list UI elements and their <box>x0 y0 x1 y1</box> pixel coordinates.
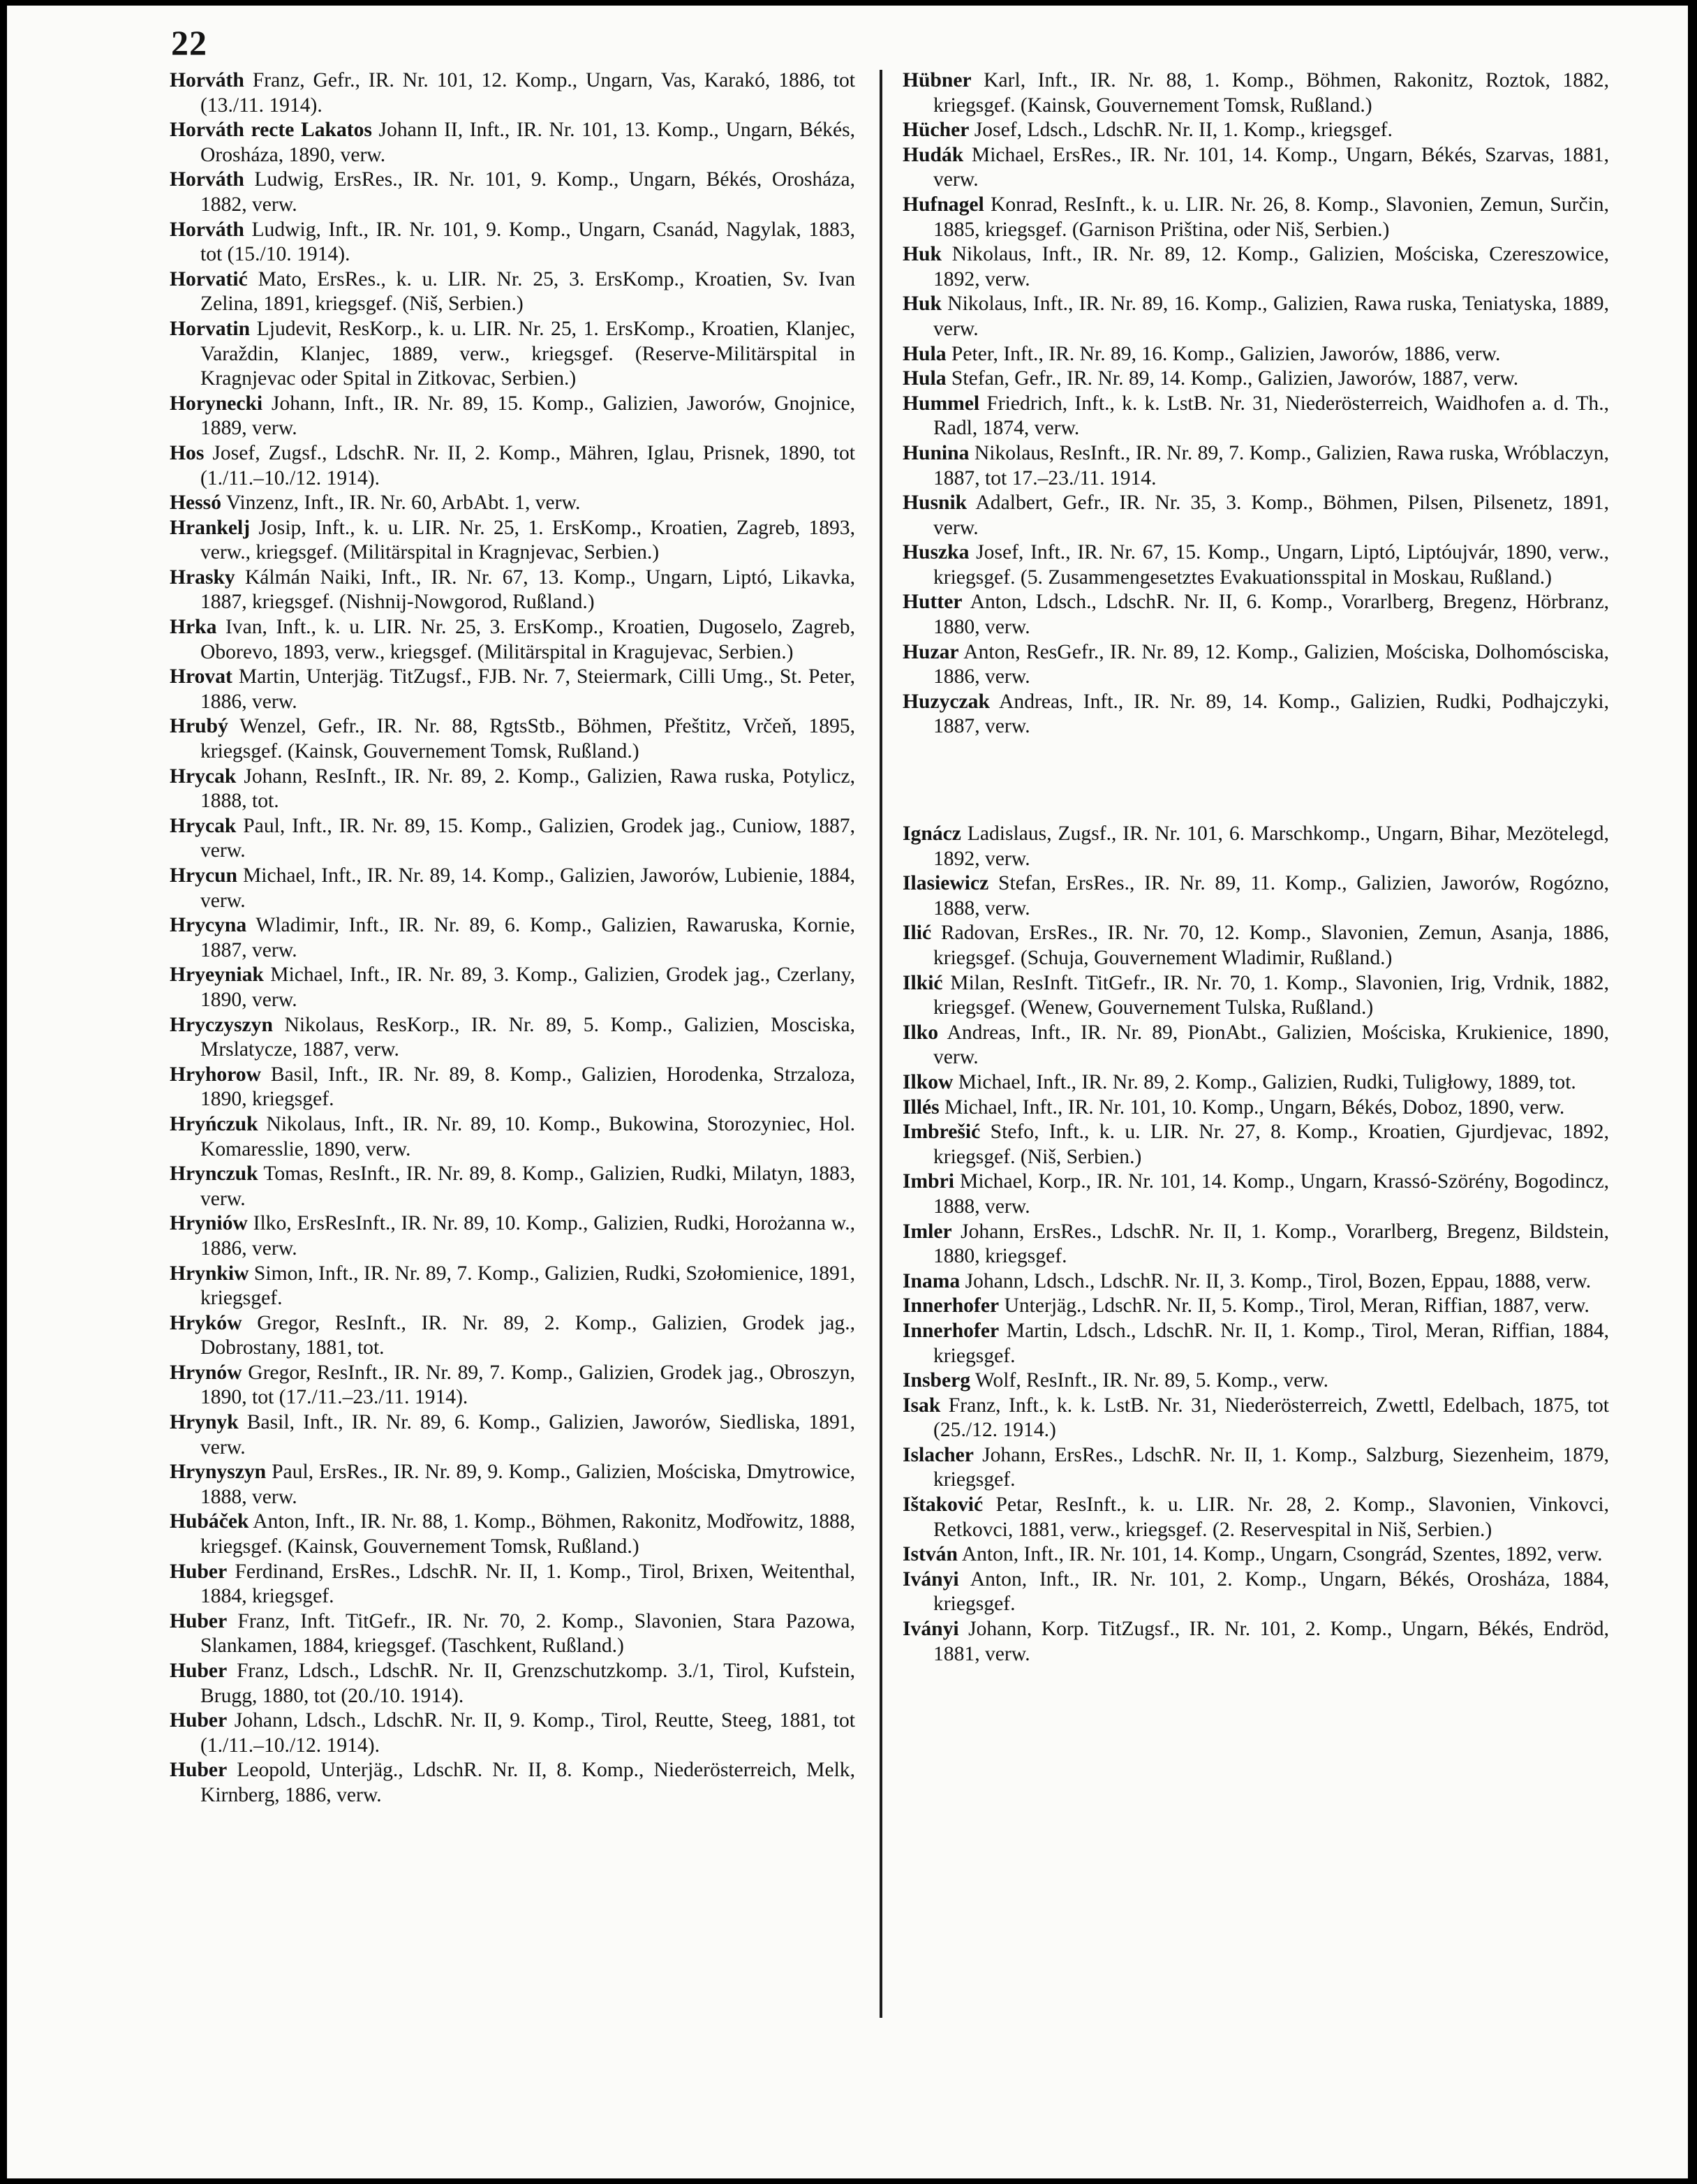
register-entry <box>170 1013 855 1063</box>
section-gap <box>903 739 1609 822</box>
entry-details: Konrad, ResInft., k. u. LIR. Nr. 26, 8. Komp., Slavonien, Zemun, Surčin, 1885, kriegsgef. (Garnison Priština, oder Niš, Serbien.) <box>933 193 1609 241</box>
entry-surname: Huzar <box>903 640 959 663</box>
entry-details: Adalbert, Gefr., IR. Nr. 35, 3. Komp., Böhmen, Pilsen, Pilsenetz, 1891, verw. <box>933 492 1610 539</box>
entry-details: Nikolaus, Inft., IR. Nr. 89, 16. Komp., Galizien, Rawa ruska, Teniatyska, 1889, verw. <box>933 293 1609 340</box>
entry-surname: Hula <box>903 342 947 365</box>
entry-details: Johann, Ldsch., LdschR. Nr. II, 3. Komp., Tirol, Bozen, Eppau, 1888, verw. <box>965 1269 1592 1292</box>
entry-surname: Horynecki <box>170 392 263 415</box>
entry-surname: Imbrešić <box>903 1121 981 1144</box>
entry-surname: Hrynów <box>170 1361 242 1384</box>
entry-surname: Insberg <box>903 1369 971 1392</box>
register-entry <box>170 615 855 665</box>
register-entry <box>903 1070 1609 1095</box>
entry-details: Franz, Ldsch., LdschR. Nr. II, Grenzschutzkomp. 3./1, Tirol, Kufstein, Brugg, 1880, tot (20./10. 1914). <box>200 1660 855 1707</box>
register-entry <box>903 342 1609 367</box>
entry-surname: Hryków <box>170 1311 242 1334</box>
column-divider <box>880 70 882 2018</box>
right-column <box>903 68 1609 1667</box>
entry-surname: Iványi <box>903 1567 959 1591</box>
register-entry <box>903 1368 1609 1394</box>
register-entry <box>170 168 855 217</box>
entry-surname: Hufnagel <box>903 193 984 216</box>
entry-surname: Hryczyszyn <box>170 1013 273 1036</box>
register-entry <box>170 566 855 615</box>
register-entry <box>903 540 1609 590</box>
entry-details: Ludwig, Inft., IR. Nr. 101, 9. Komp., Ungarn, Csanád, Nagylak, 1883, tot (15./10. 1914). <box>200 218 855 266</box>
entry-surname: Hudák <box>903 143 964 166</box>
register-entry <box>170 864 855 913</box>
entry-details: Johann, ErsRes., LdschR. Nr. II, 1. Komp., Salzburg, Siezenheim, 1879, kriegsgef. <box>933 1443 1609 1491</box>
entry-surname: Huk <box>903 243 942 266</box>
register-entry <box>170 1211 855 1261</box>
entry-surname: Hula <box>903 367 947 390</box>
entry-surname: Ilkić <box>903 971 943 994</box>
entry-details: Franz, Inft. TitGefr., IR. Nr. 70, 2. Komp., Slavonien, Stara Pazowa, Slankamen, 1884, kriegsgef. (Taschkent, Rußland.) <box>200 1609 855 1658</box>
register-entry <box>903 193 1609 242</box>
register-entry <box>170 516 855 566</box>
entry-details: Nikolaus, Inft., IR. Nr. 89, 10. Komp., Bukowina, Storozyniec, Hol. Komaresslie, 1890, verw. <box>200 1112 855 1160</box>
entry-surname: Huber <box>170 1709 228 1732</box>
entry-surname: Huber <box>170 1759 228 1782</box>
register-entry <box>903 392 1609 441</box>
entry-details: Stefo, Inft., k. u. LIR. Nr. 27, 8. Komp., Kroatien, Gjurdjevac, 1892, kriegsgef. (Niš, Serbien.) <box>933 1121 1609 1168</box>
register-entry <box>170 1460 855 1510</box>
entry-details: Nikolaus, ResInft., IR. Nr. 89, 7. Komp., Galizien, Rawa ruska, Wróblaczyn, 1887, tot 17.–23./11. 1914. <box>933 441 1609 489</box>
entry-surname: Hrankelj <box>170 516 251 539</box>
entry-details: Johann, Inft., IR. Nr. 89, 15. Komp., Galizien, Jaworów, Gnojnice, 1889, verw. <box>200 392 855 440</box>
register-entry <box>903 971 1609 1021</box>
entry-details: Johann, Ldsch., LdschR. Nr. II, 9. Komp., Tirol, Reutte, Steeg, 1881, tot (1./11.–10./12. 1914). <box>200 1709 855 1757</box>
entry-details: Wolf, ResInft., IR. Nr. 89, 5. Komp., verw. <box>975 1369 1329 1392</box>
register-entry <box>903 1269 1609 1294</box>
entry-surname: Hrycak <box>170 814 237 837</box>
entry-surname: Huzyczak <box>903 690 990 713</box>
entry-surname: Hryniów <box>170 1212 248 1235</box>
entry-details: Josef, Inft., IR. Nr. 67, 15. Komp., Ungarn, Liptó, Liptóujvár, 1890, verw., kriegsgef. (5. Zusammengesetztes Evakuationsspital in Moskau, Rußland.) <box>933 541 1610 589</box>
register-entry <box>903 1095 1609 1121</box>
register-entry <box>903 1567 1609 1617</box>
entry-details: Andreas, Inft., IR. Nr. 89, 14. Komp., Galizien, Rudki, Podhajczyki, 1887, verw. <box>933 690 1610 738</box>
entry-surname: István <box>903 1543 958 1566</box>
entry-details: Martin, Ldsch., LdschR. Nr. II, 1. Komp., Tirol, Meran, Riffian, 1884, kriegsgef. <box>933 1319 1609 1367</box>
entry-details: Peter, Inft., IR. Nr. 89, 16. Komp., Galizien, Jaworów, 1886, verw. <box>951 342 1501 365</box>
entry-details: Johann, Korp. TitZugsf., IR. Nr. 101, 2. Komp., Ungarn, Békés, Endröd, 1881, verw. <box>933 1618 1609 1665</box>
entry-details: Ludwig, ErsRes., IR. Nr. 101, 9. Komp., Ungarn, Békés, Orosháza, 1882, verw. <box>200 168 855 216</box>
entry-surname: Iványi <box>903 1618 959 1641</box>
entry-details: Anton, Inft., IR. Nr. 101, 14. Komp., Ungarn, Csongrád, Szentes, 1892, verw. <box>961 1543 1603 1566</box>
entry-details: Basil, Inft., IR. Nr. 89, 6. Komp., Galizien, Jaworów, Siedliska, 1891, verw. <box>200 1411 855 1459</box>
entry-details: Josip, Inft., k. u. LIR. Nr. 25, 1. ErsKomp., Kroatien, Zagreb, 1893, verw., kriegsgef. (Militärspital in Kragnjevac, Serbien.) <box>200 516 855 564</box>
register-entry <box>903 590 1609 640</box>
entry-details: Nikolaus, ResKorp., IR. Nr. 89, 5. Komp., Galizien, Mosciska, Mrslatycze, 1887, verw. <box>200 1013 856 1061</box>
register-entry <box>170 1560 855 1609</box>
entry-surname: Hryhorow <box>170 1063 261 1086</box>
entry-surname: Hrasky <box>170 566 235 589</box>
entry-surname: Hummel <box>903 392 980 415</box>
register-entry <box>170 491 855 516</box>
entry-surname: Horváth <box>170 168 244 191</box>
entry-details: Anton, Ldsch., LdschR. Nr. II, 6. Komp., Vorarlberg, Bregenz, Hörbranz, 1880, verw. <box>933 591 1610 639</box>
register-entry <box>903 118 1609 143</box>
register-entry <box>170 118 855 168</box>
register-entry <box>170 68 855 118</box>
entry-surname: Horváth recte Lakatos <box>170 119 372 142</box>
entry-details: Michael, Inft., IR. Nr. 89, 2. Komp., Galizien, Rudki, Tuligłowy, 1889, tot. <box>958 1070 1576 1093</box>
entry-surname: Innerhofer <box>903 1294 1000 1318</box>
entry-details: Ilko, ErsResInft., IR. Nr. 89, 10. Komp., Galizien, Rudki, Horożanna w., 1886, verw. <box>200 1212 855 1260</box>
register-entry <box>903 292 1609 341</box>
register-entry <box>903 1319 1609 1368</box>
register-entry <box>170 267 855 317</box>
register-entry <box>903 367 1609 392</box>
register-entry <box>903 1617 1609 1667</box>
entry-surname: Hessó <box>170 492 221 515</box>
register-entry <box>170 317 855 392</box>
register-entry <box>170 1063 855 1112</box>
entry-surname: Hutter <box>903 591 963 614</box>
entry-details: Mato, ErsRes., k. u. LIR. Nr. 25, 3. ErsKomp., Kroatien, Sv. Ivan Zelina, 1891, kriegsgef. (Niš, Serbien.) <box>200 267 855 316</box>
entry-surname: Hunina <box>903 441 970 464</box>
entry-surname: Horváth <box>170 218 244 241</box>
register-entry <box>903 1021 1609 1070</box>
entry-details: Anton, Inft., IR. Nr. 88, 1. Komp., Böhmen, Rakonitz, Modřowitz, 1888, kriegsgef. (Kainsk, Gouvernement Tomsk, Rußland.) <box>200 1510 856 1558</box>
register-entry <box>903 690 1609 739</box>
entry-details: Leopold, Unterjäg., LdschR. Nr. II, 8. Komp., Niederösterreich, Melk, Kirnberg, 1886, verw. <box>200 1759 856 1806</box>
register-entry <box>903 441 1609 491</box>
entry-details: Friedrich, Inft., k. k. LstB. Nr. 31, Niederösterreich, Waidhofen a. d. Th., Radl, 1874, verw. <box>933 392 1610 440</box>
entry-surname: Ilko <box>903 1021 938 1044</box>
entry-details: Michael, Inft., IR. Nr. 101, 10. Komp., Ungarn, Békés, Doboz, 1890, verw. <box>944 1095 1565 1119</box>
entry-details: Anton, Inft., IR. Nr. 101, 2. Komp., Ungarn, Békés, Orosháza, 1884, kriegsgef. <box>933 1567 1609 1616</box>
entry-surname: Hrubý <box>170 715 228 738</box>
register-entry <box>170 1311 855 1361</box>
entry-surname: Huk <box>903 293 942 316</box>
register-entry <box>170 963 855 1012</box>
register-entry <box>170 1410 855 1460</box>
entry-surname: Innerhofer <box>903 1319 1000 1342</box>
entry-surname: Hryeyniak <box>170 964 264 987</box>
register-entry <box>170 765 855 814</box>
entry-details: Franz, Inft., k. k. LstB. Nr. 31, Niederösterreich, Zwettl, Edelbach, 1875, tot (25./12. 1914.) <box>933 1394 1609 1442</box>
entry-details: Radovan, ErsRes., IR. Nr. 70, 12. Komp., Slavonien, Zemun, Asanja, 1886, kriegsgef. (Schuja, Gouvernement Wladimir, Rußland.) <box>933 922 1609 969</box>
register-entry <box>903 871 1609 921</box>
entry-surname: Hubáček <box>170 1510 249 1533</box>
register-entry <box>170 814 855 864</box>
register-entry <box>170 1162 855 1211</box>
register-entry <box>170 714 855 764</box>
register-entry <box>903 1294 1609 1319</box>
document-page <box>7 6 1688 2178</box>
entry-details: Johann II, Inft., IR. Nr. 101, 13. Komp., Ungarn, Békés, Orosháza, 1890, verw. <box>200 119 855 166</box>
entry-surname: Hos <box>170 441 205 464</box>
entry-surname: Hrycyna <box>170 914 247 937</box>
entry-surname: Ištaković <box>903 1493 984 1517</box>
register-entry <box>170 1262 855 1311</box>
register-entry <box>170 392 855 441</box>
entry-details: Michael, Korp., IR. Nr. 101, 14. Komp., Ungarn, Krassó-Szörény, Bogodincz, 1888, verw. <box>933 1170 1609 1218</box>
entry-surname: Huber <box>170 1660 228 1682</box>
entry-details: Simon, Inft., IR. Nr. 89, 7. Komp., Galizien, Rudki, Szołomienice, 1891, kriegsgef. <box>200 1262 855 1310</box>
entry-details: Stefan, ErsRes., IR. Nr. 89, 11. Komp., Galizien, Jaworów, Rogózno, 1888, verw. <box>933 872 1610 920</box>
entry-surname: Isak <box>903 1394 941 1417</box>
register-entry <box>170 913 855 963</box>
entry-surname: Ilasiewicz <box>903 872 989 895</box>
entry-surname: Ilić <box>903 922 932 945</box>
entry-details: Johann, ErsRes., LdschR. Nr. II, 1. Komp., Vorarlberg, Bregenz, Bildstein, 1880, kriegsgef. <box>933 1220 1609 1268</box>
entry-details: Wladimir, Inft., IR. Nr. 89, 6. Komp., Galizien, Rawaruska, Kornie, 1887, verw. <box>200 914 855 961</box>
register-entry <box>903 921 1609 971</box>
entry-surname: Imler <box>903 1220 952 1243</box>
entry-surname: Hrynyszyn <box>170 1461 267 1484</box>
entry-details: Michael, ErsRes., IR. Nr. 101, 14. Komp., Ungarn, Békés, Szarvas, 1881, verw. <box>933 143 1609 191</box>
entry-surname: Hrynczuk <box>170 1163 258 1186</box>
entry-details: Gregor, ResInft., IR. Nr. 89, 7. Komp., Galizien, Grodek jag., Obroszyn, 1890, tot (17./11.–23./11. 1914). <box>200 1361 856 1409</box>
register-entry <box>903 1120 1609 1170</box>
register-entry <box>903 822 1609 871</box>
entry-details: Ladislaus, Zugsf., IR. Nr. 101, 6. Marschkomp., Ungarn, Bihar, Mezötelegd, 1892, verw. <box>933 822 1609 870</box>
register-entry <box>170 1510 855 1559</box>
entry-surname: Husnik <box>903 492 968 515</box>
entry-details: Martin, Unterjäg. TitZugsf., FJB. Nr. 7, Steiermark, Cilli Umg., St. Peter, 1886, verw. <box>200 665 856 713</box>
entry-surname: Hrycak <box>170 765 237 788</box>
entry-surname: Illés <box>903 1095 940 1119</box>
register-entry <box>903 1394 1609 1443</box>
entry-surname: Horvatin <box>170 317 251 340</box>
register-entry <box>903 640 1609 690</box>
entry-details: Petar, ResInft., k. u. LIR. Nr. 28, 2. Komp., Slavonien, Vinkovci, Retkovci, 1881, verw., kriegsgef. (2. Reservespital in Niš, Serbien.) <box>933 1493 1609 1541</box>
register-entry <box>903 1493 1609 1542</box>
entry-details: Ivan, Inft., k. u. LIR. Nr. 25, 3. ErsKomp., Kroatien, Dugoselo, Zagreb, Oborevo, 1893, verw., kriegsgef. (Militärspital in Kragujevac, Serbien.) <box>200 616 855 663</box>
page-number: 22 <box>171 23 207 62</box>
entry-details: Tomas, ResInft., IR. Nr. 89, 8. Komp., Galizien, Rudki, Milatyn, 1883, verw. <box>200 1163 855 1210</box>
entry-surname: Islacher <box>903 1443 974 1466</box>
register-entry <box>903 143 1609 193</box>
register-entry <box>170 1361 855 1410</box>
entry-surname: Huber <box>170 1609 228 1632</box>
entry-details: Ljudevit, ResKorp., k. u. LIR. Nr. 25, 1. ErsKomp., Kroatien, Klanjec, Varaždin, Klanjec, 1889, verw., kriegsgef. (Reserve-Militärspital in Kragnjevac oder Spital in Zitkovac, Serbien.) <box>200 317 855 390</box>
entry-details: Paul, Inft., IR. Nr. 89, 15. Komp., Galizien, Grodek jag., Cuniow, 1887, verw. <box>200 814 855 862</box>
register-entry <box>903 1170 1609 1219</box>
register-entry <box>170 441 855 491</box>
entry-surname: Hrynyk <box>170 1411 239 1434</box>
left-column <box>170 68 855 1808</box>
entry-details: Unterjäg., LdschR. Nr. II, 5. Komp., Tirol, Meran, Riffian, 1887, verw. <box>1004 1294 1589 1318</box>
entry-surname: Huszka <box>903 541 970 564</box>
entry-details: Karl, Inft., IR. Nr. 88, 1. Komp., Böhmen, Rakonitz, Roztok, 1882, kriegsgef. (Kainsk, Gouvernement Tomsk, Rußland.) <box>933 69 1609 117</box>
entry-surname: Hübner <box>903 69 972 91</box>
register-entry <box>170 218 855 267</box>
register-entry <box>170 1659 855 1709</box>
register-entry <box>903 491 1609 540</box>
entry-surname: Hrovat <box>170 665 232 688</box>
register-entry <box>903 1542 1609 1567</box>
entry-details: Josef, Zugsf., LdschR. Nr. II, 2. Komp., Mähren, Iglau, Prisnek, 1890, tot (1./11.–10./12. 1914). <box>200 441 855 489</box>
register-entry <box>903 68 1609 118</box>
entry-surname: Ignácz <box>903 822 961 846</box>
register-entry <box>903 242 1609 292</box>
entry-details: Basil, Inft., IR. Nr. 89, 8. Komp., Galizien, Horodenka, Strzaloza, 1890, kriegsgef. <box>200 1063 855 1111</box>
register-entry <box>903 1220 1609 1269</box>
entry-surname: Hryńczuk <box>170 1112 258 1135</box>
entry-details: Vinzenz, Inft., IR. Nr. 60, ArbAbt. 1, verw. <box>225 492 581 515</box>
entry-surname: Imbri <box>903 1170 954 1193</box>
register-entry <box>170 1609 855 1659</box>
entry-details: Michael, Inft., IR. Nr. 89, 3. Komp., Galizien, Grodek jag., Czerlany, 1890, verw. <box>200 964 855 1011</box>
entry-details: Gregor, ResInft., IR. Nr. 89, 2. Komp., Galizien, Grodek jag., Dobrostany, 1881, tot. <box>200 1311 855 1359</box>
entry-details: Anton, ResGefr., IR. Nr. 89, 12. Komp., Galizien, Mościska, Dolhomósciska, 1886, verw. <box>933 640 1609 688</box>
entry-surname: Horváth <box>170 69 244 91</box>
entry-details: Michael, Inft., IR. Nr. 89, 14. Komp., Galizien, Jaworów, Lubienie, 1884, verw. <box>200 864 855 912</box>
register-entry <box>170 1112 855 1162</box>
entry-surname: Hrka <box>170 616 217 639</box>
entry-details: Andreas, Inft., IR. Nr. 89, PionAbt., Galizien, Mościska, Krukienice, 1890, verw. <box>933 1021 1610 1069</box>
register-entry <box>170 1758 855 1808</box>
entry-details: Kálmán Naiki, Inft., IR. Nr. 67, 13. Komp., Ungarn, Liptó, Likavka, 1887, kriegsgef. (Nishnij-Nowgorod, Rußland.) <box>200 566 855 614</box>
entry-details: Josef, Ldsch., LdschR. Nr. II, 1. Komp., kriegsgef. <box>974 119 1393 142</box>
entry-details: Nikolaus, Inft., IR. Nr. 89, 12. Komp., Galizien, Mościska, Czereszowice, 1892, verw. <box>933 243 1609 290</box>
register-entry <box>903 1443 1609 1493</box>
entry-details: Franz, Gefr., IR. Nr. 101, 12. Komp., Ungarn, Vas, Karakó, 1886, tot (13./11. 1914). <box>200 69 855 117</box>
entry-details: Ferdinand, ErsRes., LdschR. Nr. II, 1. Komp., Tirol, Brixen, Weitenthal, 1884, kriegsgef. <box>200 1560 855 1608</box>
entry-details: Stefan, Gefr., IR. Nr. 89, 14. Komp., Galizien, Jaworów, 1887, verw. <box>951 367 1519 390</box>
entry-surname: Horvatić <box>170 267 248 290</box>
entry-surname: Hücher <box>903 119 970 142</box>
entry-details: Milan, ResInft. TitGefr., IR. Nr. 70, 1. Komp., Slavonien, Irig, Vrdnik, 1882, kriegsgef. (Wenew, Gouvernement Tulska, Rußland.) <box>933 971 1609 1019</box>
entry-surname: Hrynkiw <box>170 1262 249 1285</box>
entry-surname: Inama <box>903 1269 961 1292</box>
register-entry <box>170 1709 855 1758</box>
entry-details: Johann, ResInft., IR. Nr. 89, 2. Komp., Galizien, Rawa ruska, Potylicz, 1888, tot. <box>200 765 855 813</box>
register-entry <box>170 665 855 714</box>
entry-details: Wenzel, Gefr., IR. Nr. 88, RgtsStb., Böhmen, Přeštitz, Vrčeň, 1895, kriegsgef. (Kainsk, Gouvernement Tomsk, Rußland.) <box>200 715 855 763</box>
entry-surname: Ilkow <box>903 1070 954 1093</box>
entry-surname: Hrycun <box>170 864 238 887</box>
entry-details: Paul, ErsRes., IR. Nr. 89, 9. Komp., Galizien, Mościska, Dmytrowice, 1888, verw. <box>200 1461 855 1508</box>
entry-surname: Huber <box>170 1560 228 1583</box>
